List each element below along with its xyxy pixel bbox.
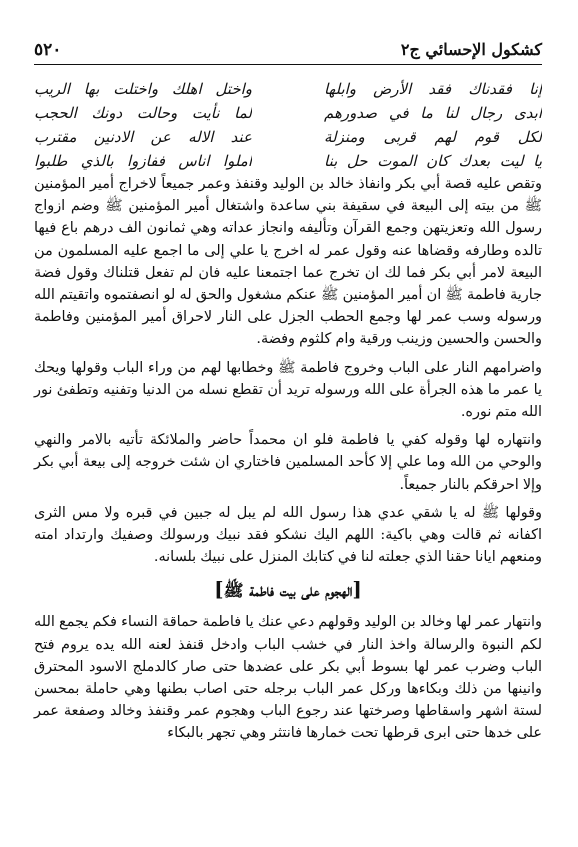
section-heading [143,575,433,605]
paragraph-lament: وقولها ﷺ له يا شقي عدي هذا رسول الله لم يبل له جبين في قبره ولا مس الثرى اكفانه ثم قالت وهي باكية: اللهم اليك نشكو فقد نبيك ورسولك وصفيك وارتداد امته ومنعهم ايانا حقنا الذي جعلته لنا في كتابك المنزل على نبيك بلسانه. [34,504,542,566]
verse-second-hemistich: واختل اهلك واختلت بها الريب [34,80,252,98]
paragraph-fire: واضرامهم النار على الباب وخروج فاطمة ﷺ وخطابها لهم من وراء الباب وقولها ويحك يا عمر ما هذه الجرأة على الله ورسوله تريد أن تقطع نسله من الدنيا وتفنيه وتطفئ نور الله متم نوره. [34,359,542,421]
body-text [34,173,542,568]
verse-second-hemistich: لما نأيت وحالت دونك الحجب [34,104,252,122]
verse-first-hemistich: يا ليت بعدك كان الموت حل بنا [324,152,542,170]
book-title: كشكول الإحسائي ج٢ [400,40,542,59]
poem-verse [34,149,542,173]
paragraph-story: وتقص عليه قصة أبي بكر وانفاذ خالد بن الوليد وقنفذ وعمر جميعاً لاخراج أمير المؤمنين ﷺ من بيته إلى البيعة في سقيفة بني ساعدة واشتغال أمير المؤمنين ﷺ وضم ازواج رسول الله وتعزيتهن وجمع القرآن وتأليفه وانجاز عداته وهي ثمانون الف درهم باع فيها تالده وطارفه وقضاها عنه وقول عمر له اخرج يا علي إلى ما اجمع عليه المسلمون من البيعة لامر أبي بكر فما لك ان تخرج عما اجتمعنا عليه فان لم تفعل قتلناك وقول فضة جارية فاطمة ﷺ ان أمير المؤمنين ﷺ عنكم مشغول والحق له لو انصفتموه واتقيتم الله ورسوله وسب عمر لها وجمع الحطب الجزل على النار لاحراق أمير المؤمنين وفاطمة والحسن والحسين وزينب ورقية وام كلثوم وفضة. [34,176,542,348]
verse-first-hemistich: لكل قوم لهم قربى ومنزلة [324,128,542,146]
verse-second-hemistich: املوا اناس ففازوا بالذي طلبوا [34,152,252,170]
section-heading-text: الهجوم على بيت فاطمة ﷺ [223,581,353,601]
poem-verse [34,125,542,149]
verse-first-hemistich: إنا فقدناك فقد الأرض وابلها [324,80,542,98]
poem-verse [34,101,542,125]
heading-bracket-open: [ [352,577,362,602]
verse-first-hemistich: ابدى رجال لنا ما في صدورهم [324,104,542,122]
paragraph-attack: وانتهار عمر لها وخالد بن الوليد وقولهم دعي عنك يا فاطمة حماقة النساء فكم يجمع الله لكم النبوة والرسالة واخذ النار في خشب الباب وادخل قنفذ لعنه الله يده يروم فتح الباب وضرب عمر لها بسوط أبي بكر على عضدها حتى صار كالدملج الاسود المحترق وانينها من ذلك وبكاءها وركل عمر الباب برجله حتى اصاب بطنها وهي حاملة بمحسن لستة اشهر واسقاطها وصرختها عند رجوع الباب وهجوم عمر وقنفذ وخالد وصفعة عمر على خدها حتى ابرى قرطها تحت خمارها فانتثر وهي تجهر بالبكاء [34,614,542,742]
page-header [34,38,542,65]
book-page [34,38,542,838]
page-number: ٥٢٠ [34,40,62,60]
heading-bracket-close: ] [214,577,224,602]
paragraph-rebuke: وانتهاره لها وقوله كفي يا فاطمة فلو ان محمداً حاضر والملائكة تأتيه بالامر والنهي والوحي من الله وما علي إلا كأحد المسلمين فاختاري ان شئت خروجه إلى بيعة أبي بكر وإلا احرقكم بالنار جميعاً. [34,432,542,493]
poem-verse [34,77,542,101]
verse-second-hemistich: عند الاله عن الادنين مقترب [34,128,252,146]
poem [34,77,542,173]
